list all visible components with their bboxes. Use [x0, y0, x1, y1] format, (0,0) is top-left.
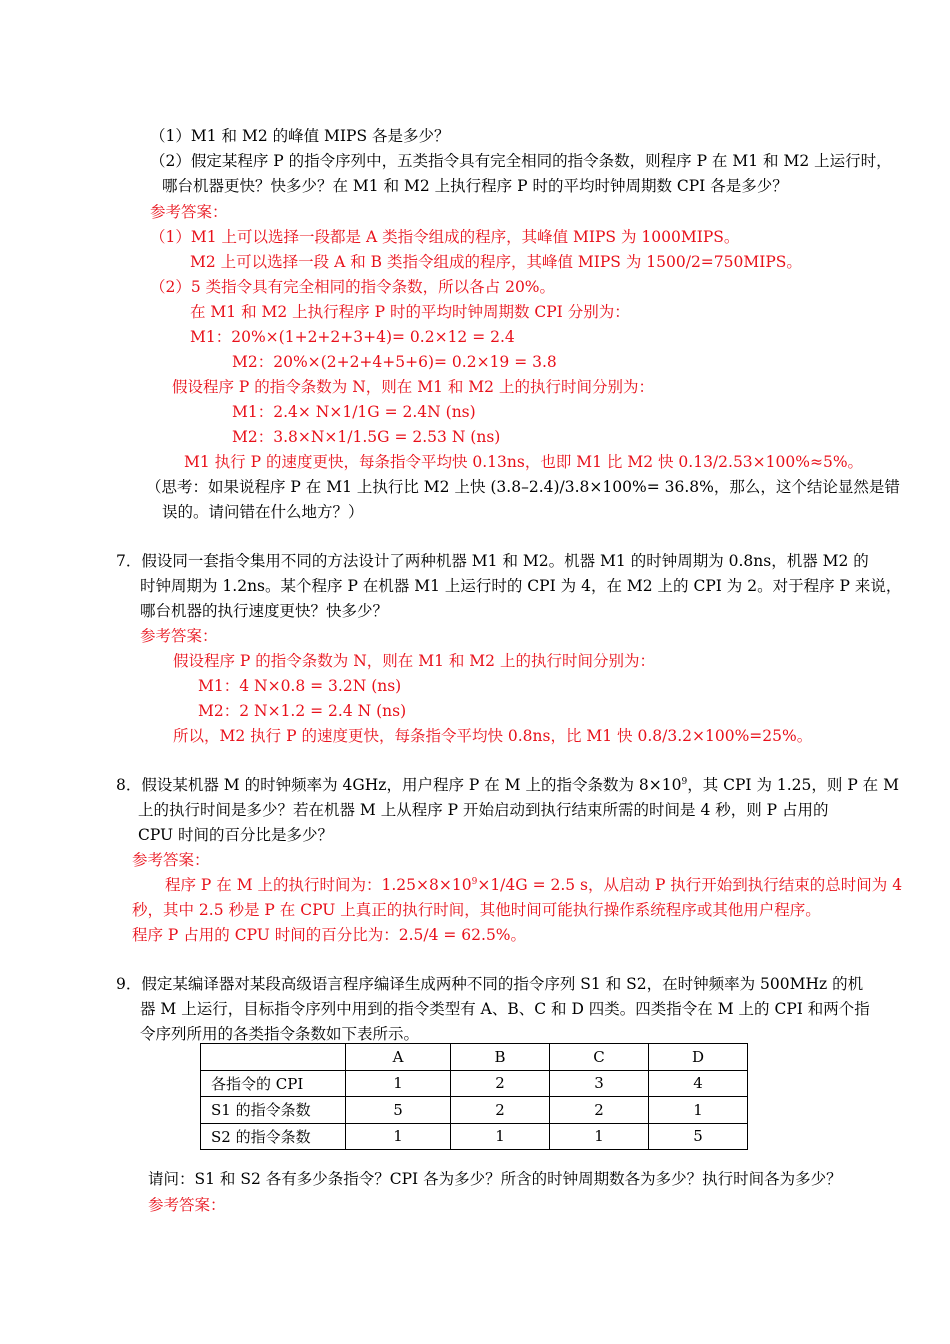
table-row	[201, 1070, 748, 1097]
q9-ask: 请问：S1 和 S2 各有多少条指令？CPI 各为多少？所含的时钟周期数各为多少？执行时间各为多少？	[148, 1170, 842, 1188]
table-header-cell: B	[451, 1044, 550, 1071]
q9-answer-label: 参考答案：	[148, 1196, 226, 1214]
table-cell: 1	[550, 1123, 649, 1150]
q6-part1: （1）M1 和 M2 的峰值 MIPS 各是多少？	[150, 127, 450, 145]
q6-think-line1: （思考：如果说程序 P 在 M1 上执行比 M2 上快 (3.8–2.4)/3.8×100%= 36.8%，那么，这个结论显然是错	[146, 478, 900, 496]
table-cell: 4	[649, 1070, 748, 1097]
table-header-row	[201, 1044, 748, 1071]
q8-text-line1: 8．假设某机器 M 的时钟频率为 4GHz，用户程序 P 在 M 上的指令条数为 $8\times 10^9$，其 CPI 为 1.25，则 P 在 M	[116, 776, 899, 794]
table-row-header: S2 的指令条数	[201, 1123, 346, 1150]
q8-answer-label: 参考答案：	[132, 851, 210, 869]
q7-answer-line: 假设程序 P 的指令条数为 N，则在 M1 和 M2 上的执行时间分别为：	[173, 652, 655, 670]
table-row-header: 各指令的 CPI	[201, 1070, 346, 1097]
q6-answer-label: 参考答案：	[150, 203, 228, 221]
q6-answer-formula: M1：20%×(1+2+2+3+4)= 0.2×12 = 2.4	[190, 328, 515, 346]
q9-text-line3: 令序列所用的各类指令条数如下表所示。	[140, 1025, 420, 1043]
q7-answer-formula: M2：2 N×1.2 = 2.4 N (ns)	[198, 702, 407, 720]
q6-answer-conclusion: M1 执行 P 的速度更快，每条指令平均快 0.13ns，也即 M1 比 M2 快 0.13/2.53×100%≈5%。	[184, 453, 864, 471]
q7-answer-formula: M1：4 N×0.8 = 3.2N (ns)	[198, 677, 402, 695]
table-header-cell: D	[649, 1044, 748, 1071]
q8-text-line2: 上的执行时间是多少？若在机器 M 上从程序 P 开始启动到执行结束所需的时间是 4 秒，则 P 占用的	[138, 801, 829, 819]
table-header-cell: C	[550, 1044, 649, 1071]
q9-text-line1: 9．假定某编译器对某段高级语言程序编译生成两种不同的指令序列 S1 和 S2，在时钟频率为 500MHz 的机	[116, 975, 864, 993]
q7-text-line2: 时钟周期为 1.2ns。某个程序 P 在机器 M1 上运行时的 CPI 为 4，在 M2 上的 CPI 为 2。对于程序 P 来说，	[140, 577, 902, 595]
q6-answer-formula: M1：2.4× N×1/1G = 2.4N (ns)	[232, 403, 476, 421]
q7-text-line1: 7．假设同一套指令集用不同的方法设计了两种机器 M1 和 M2。机器 M1 的时钟周期为 0.8ns，机器 M2 的	[116, 552, 869, 570]
table-row-header: S1 的指令条数	[201, 1097, 346, 1124]
q7-answer-conclusion: 所以，M2 执行 P 的速度更快，每条指令平均快 0.8ns，比 M1 快 0.8/3.2×100%=25%。	[173, 727, 813, 745]
q8-answer-line: 程序 P 占用的 CPU 时间的百分比为：2.5/4 = 62.5%。	[132, 926, 527, 944]
q6-part2-line1: （2）假定某程序 P 的指令序列中，五类指令具有完全相同的指令条数，则程序 P 在 M1 和 M2 上运行时，	[150, 152, 892, 170]
table-cell: 2	[451, 1070, 550, 1097]
q6-answer-formula: M2：20%×(2+2+4+5+6)= 0.2×19 = 3.8	[232, 353, 557, 371]
table-cell: 2	[550, 1097, 649, 1124]
table-cell: 5	[649, 1123, 748, 1150]
q6-answer-formula: M2：3.8×N×1/1.5G = 2.53 N (ns)	[232, 428, 501, 446]
q9-text-line2: 器 M 上运行，目标指令序列中用到的指令类型有 A、B、C 和 D 四类。四类指令在 M 上的 CPI 和两个指	[140, 1000, 870, 1018]
q6-part2-line2: 哪台机器更快？快多少？在 M1 和 M2 上执行程序 P 时的平均时钟周期数 CPI 各是多少？	[162, 177, 788, 195]
table-cell: 3	[550, 1070, 649, 1097]
table-row	[201, 1097, 748, 1124]
table-cell: 5	[346, 1097, 451, 1124]
table-cell: 2	[451, 1097, 550, 1124]
q6-answer-line: 在 M1 和 M2 上执行程序 P 时的平均时钟周期数 CPI 分别为：	[190, 303, 630, 321]
table-cell	[201, 1044, 346, 1071]
cpi-table	[200, 1043, 748, 1150]
table-cell: 1	[346, 1070, 451, 1097]
q7-text-line3: 哪台机器的执行速度更快？快多少？	[140, 602, 389, 620]
table-cell: 1	[346, 1123, 451, 1150]
q6-answer-line: M2 上可以选择一段 A 和 B 类指令组成的程序，其峰值 MIPS 为 1500/2=750MIPS。	[190, 253, 802, 271]
q6-think-line2: 误的。请问错在什么地方？）	[162, 503, 364, 521]
q6-answer-line: （1）M1 上可以选择一段都是 A 类指令组成的程序，其峰值 MIPS 为 1000MIPS。	[150, 228, 740, 246]
q8-text-line3: CPU 时间的百分比是多少？	[138, 826, 334, 844]
table-header-cell: A	[346, 1044, 451, 1071]
q6-answer-line: （2）5 类指令具有完全相同的指令条数，所以各占 20%。	[150, 278, 556, 296]
q7-answer-label: 参考答案：	[140, 627, 218, 645]
table-cell: 1	[649, 1097, 748, 1124]
table-cell: 1	[451, 1123, 550, 1150]
table-row	[201, 1123, 748, 1150]
q8-answer-line: 程序 P 在 M 上的执行时间为：$1.25\times 8\times 10^9\times 1/4G = 2.5$ s，从启动 P 执行开始到执行结束的总时间为 4	[165, 876, 903, 894]
q6-answer-line: 假设程序 P 的指令条数为 N，则在 M1 和 M2 上的执行时间分别为：	[172, 378, 654, 396]
q8-answer-line: 秒，其中 2.5 秒是 P 在 CPU 上真正的执行时间，其他时间可能执行操作系统程序或其他用户程序。	[132, 901, 821, 919]
